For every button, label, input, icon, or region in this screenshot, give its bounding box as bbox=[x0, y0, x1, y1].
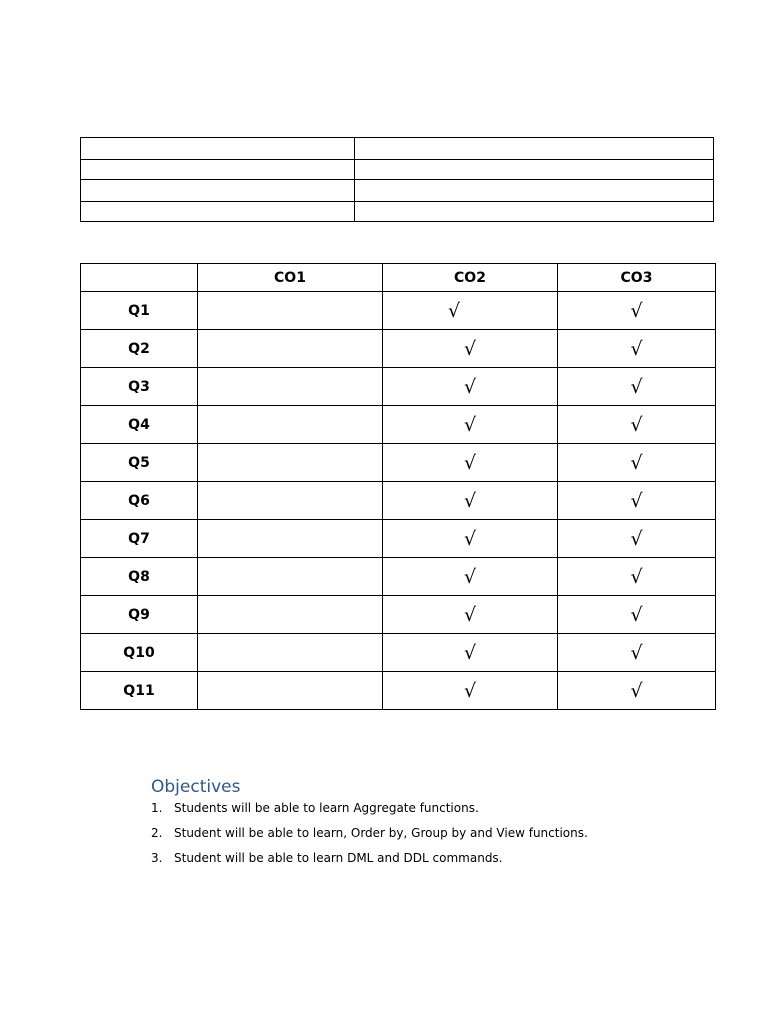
co1-cell bbox=[198, 330, 383, 368]
co1-cell bbox=[198, 368, 383, 406]
question-label: Q7 bbox=[81, 520, 198, 558]
co2-cell bbox=[383, 520, 558, 558]
co1-cell bbox=[198, 444, 383, 482]
check-mark-icon: √ bbox=[630, 527, 643, 550]
list-item bbox=[151, 801, 711, 816]
co1-cell bbox=[198, 520, 383, 558]
co2-cell bbox=[383, 482, 558, 520]
objectives-heading: Objectives bbox=[151, 777, 241, 797]
info-cell bbox=[355, 160, 714, 180]
header-co1: CO1 bbox=[198, 264, 383, 292]
info-row bbox=[81, 138, 714, 160]
info-cell bbox=[81, 138, 355, 160]
header-blank bbox=[81, 264, 198, 292]
check-mark-icon: √ bbox=[463, 679, 477, 702]
co2-cell bbox=[383, 406, 558, 444]
co3-cell bbox=[558, 406, 716, 444]
co-mapping-table bbox=[80, 263, 716, 710]
co3-cell bbox=[558, 520, 716, 558]
co2-cell bbox=[383, 596, 558, 634]
info-cell bbox=[81, 202, 355, 222]
objectives-list bbox=[151, 801, 711, 866]
info-row bbox=[81, 202, 714, 222]
check-mark-icon: √ bbox=[463, 413, 477, 436]
co3-cell bbox=[558, 482, 716, 520]
co2-cell bbox=[383, 368, 558, 406]
check-mark-icon: √ bbox=[463, 565, 477, 588]
check-mark-icon: √ bbox=[630, 337, 643, 360]
co2-cell bbox=[383, 558, 558, 596]
info-row bbox=[81, 160, 714, 180]
table-row bbox=[81, 596, 716, 634]
check-mark-icon: √ bbox=[630, 413, 643, 436]
check-mark-icon: √ bbox=[447, 299, 461, 322]
table-row bbox=[81, 672, 716, 710]
question-label: Q11 bbox=[81, 672, 198, 710]
list-text: Student will be able to learn, Order by, Group by and View functions. bbox=[174, 826, 588, 840]
co3-cell bbox=[558, 292, 716, 330]
table-row bbox=[81, 482, 716, 520]
check-mark-icon: √ bbox=[463, 375, 477, 398]
check-mark-icon: √ bbox=[630, 375, 643, 398]
check-mark-icon: √ bbox=[463, 489, 477, 512]
list-number: 2. bbox=[151, 826, 163, 840]
list-item bbox=[151, 826, 711, 841]
co1-cell bbox=[198, 406, 383, 444]
info-cell bbox=[81, 180, 355, 202]
co3-cell bbox=[558, 634, 716, 672]
co3-cell bbox=[558, 672, 716, 710]
co3-cell bbox=[558, 558, 716, 596]
co1-cell bbox=[198, 596, 383, 634]
check-mark-icon: √ bbox=[630, 679, 643, 702]
table-row bbox=[81, 406, 716, 444]
info-cell bbox=[355, 138, 714, 160]
check-mark-icon: √ bbox=[630, 299, 643, 322]
co2-cell bbox=[383, 444, 558, 482]
table-row bbox=[81, 444, 716, 482]
co3-cell bbox=[558, 368, 716, 406]
co1-cell bbox=[198, 558, 383, 596]
co3-cell bbox=[558, 330, 716, 368]
check-mark-icon: √ bbox=[630, 603, 643, 626]
list-item bbox=[151, 851, 711, 866]
table-row bbox=[81, 634, 716, 672]
check-mark-icon: √ bbox=[630, 489, 643, 512]
info-cell bbox=[355, 180, 714, 202]
list-text: Student will be able to learn DML and DDL commands. bbox=[174, 851, 503, 865]
check-mark-icon: √ bbox=[630, 641, 643, 664]
info-cell bbox=[81, 160, 355, 180]
check-mark-icon: √ bbox=[463, 451, 477, 474]
co-header-row bbox=[81, 264, 716, 292]
question-label: Q4 bbox=[81, 406, 198, 444]
list-number: 1. bbox=[151, 801, 163, 815]
co2-cell bbox=[383, 634, 558, 672]
question-label: Q2 bbox=[81, 330, 198, 368]
co1-cell bbox=[198, 482, 383, 520]
co1-cell bbox=[198, 634, 383, 672]
co2-cell bbox=[383, 292, 558, 330]
info-row bbox=[81, 180, 714, 202]
table-row bbox=[81, 368, 716, 406]
info-cell bbox=[355, 202, 714, 222]
check-mark-icon: √ bbox=[463, 641, 477, 664]
question-label: Q5 bbox=[81, 444, 198, 482]
table-row bbox=[81, 558, 716, 596]
header-co2: CO2 bbox=[383, 264, 558, 292]
question-label: Q3 bbox=[81, 368, 198, 406]
co3-cell bbox=[558, 596, 716, 634]
table-row bbox=[81, 330, 716, 368]
co1-cell bbox=[198, 292, 383, 330]
question-label: Q1 bbox=[81, 292, 198, 330]
check-mark-icon: √ bbox=[630, 565, 643, 588]
check-mark-icon: √ bbox=[463, 337, 477, 360]
table-row bbox=[81, 292, 716, 330]
co2-cell bbox=[383, 330, 558, 368]
co1-cell bbox=[198, 672, 383, 710]
question-label: Q6 bbox=[81, 482, 198, 520]
header-co3: CO3 bbox=[558, 264, 716, 292]
list-text: Students will be able to learn Aggregate functions. bbox=[174, 801, 479, 815]
question-label: Q10 bbox=[81, 634, 198, 672]
co3-cell bbox=[558, 444, 716, 482]
objectives-section bbox=[151, 777, 711, 876]
table-row bbox=[81, 520, 716, 558]
check-mark-icon: √ bbox=[463, 527, 477, 550]
check-mark-icon: √ bbox=[630, 451, 643, 474]
list-number: 3. bbox=[151, 851, 163, 865]
question-label: Q8 bbox=[81, 558, 198, 596]
co2-cell bbox=[383, 672, 558, 710]
question-label: Q9 bbox=[81, 596, 198, 634]
check-mark-icon: √ bbox=[463, 603, 477, 626]
info-table bbox=[80, 137, 714, 222]
